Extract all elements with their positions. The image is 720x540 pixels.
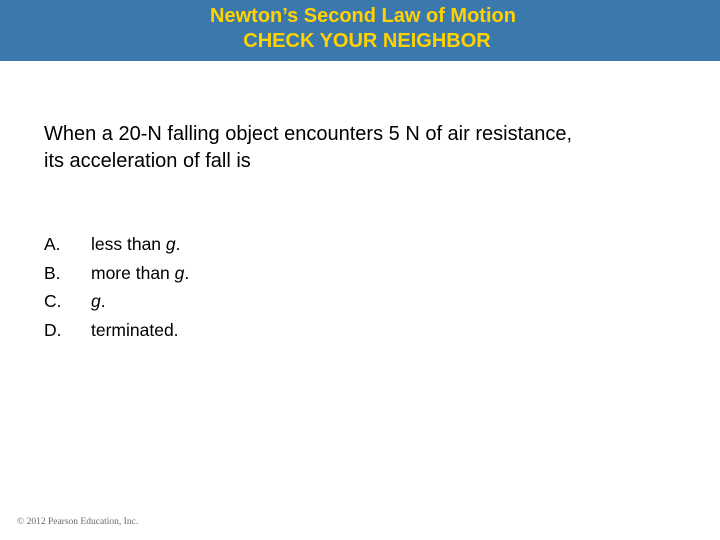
answer-text-before: more than [91,262,175,283]
slide-title-line-1: Newton’s Second Law of Motion [210,5,516,27]
answer-text [91,316,179,345]
answer-text [91,230,181,259]
question-line-1: When a 20-N falling object encounters 5 N of air resistance, [44,123,573,145]
answer-c [44,287,444,316]
answer-letter: B. [44,262,61,283]
question-line-2: its acceleration of fall is [44,150,251,172]
question-text [44,121,704,175]
answer-text-after: . [175,234,181,254]
answer-letter: A. [44,234,61,254]
answer-a [44,230,444,259]
answer-d [44,316,444,345]
answer-letter: C. [44,291,62,311]
answer-text-italic: g [165,234,176,254]
answer-b [44,259,444,288]
slide-title-line-2: CHECK YOUR NEIGHBOR [243,30,491,52]
slide-title [0,4,720,54]
answer-text-before: less than [91,234,166,254]
answer-text-before: terminated. [91,319,179,340]
answer-text-italic: g [174,262,185,283]
answer-letter: D. [44,319,62,340]
copyright-notice: © 2012 Pearson Education, Inc. [17,517,139,527]
answer-text-after: . [184,262,190,283]
answer-text-after: . [100,291,106,311]
answer-text [91,259,189,288]
answer-list [44,230,444,344]
answer-text [91,287,106,316]
answer-text-italic: g [91,291,101,311]
